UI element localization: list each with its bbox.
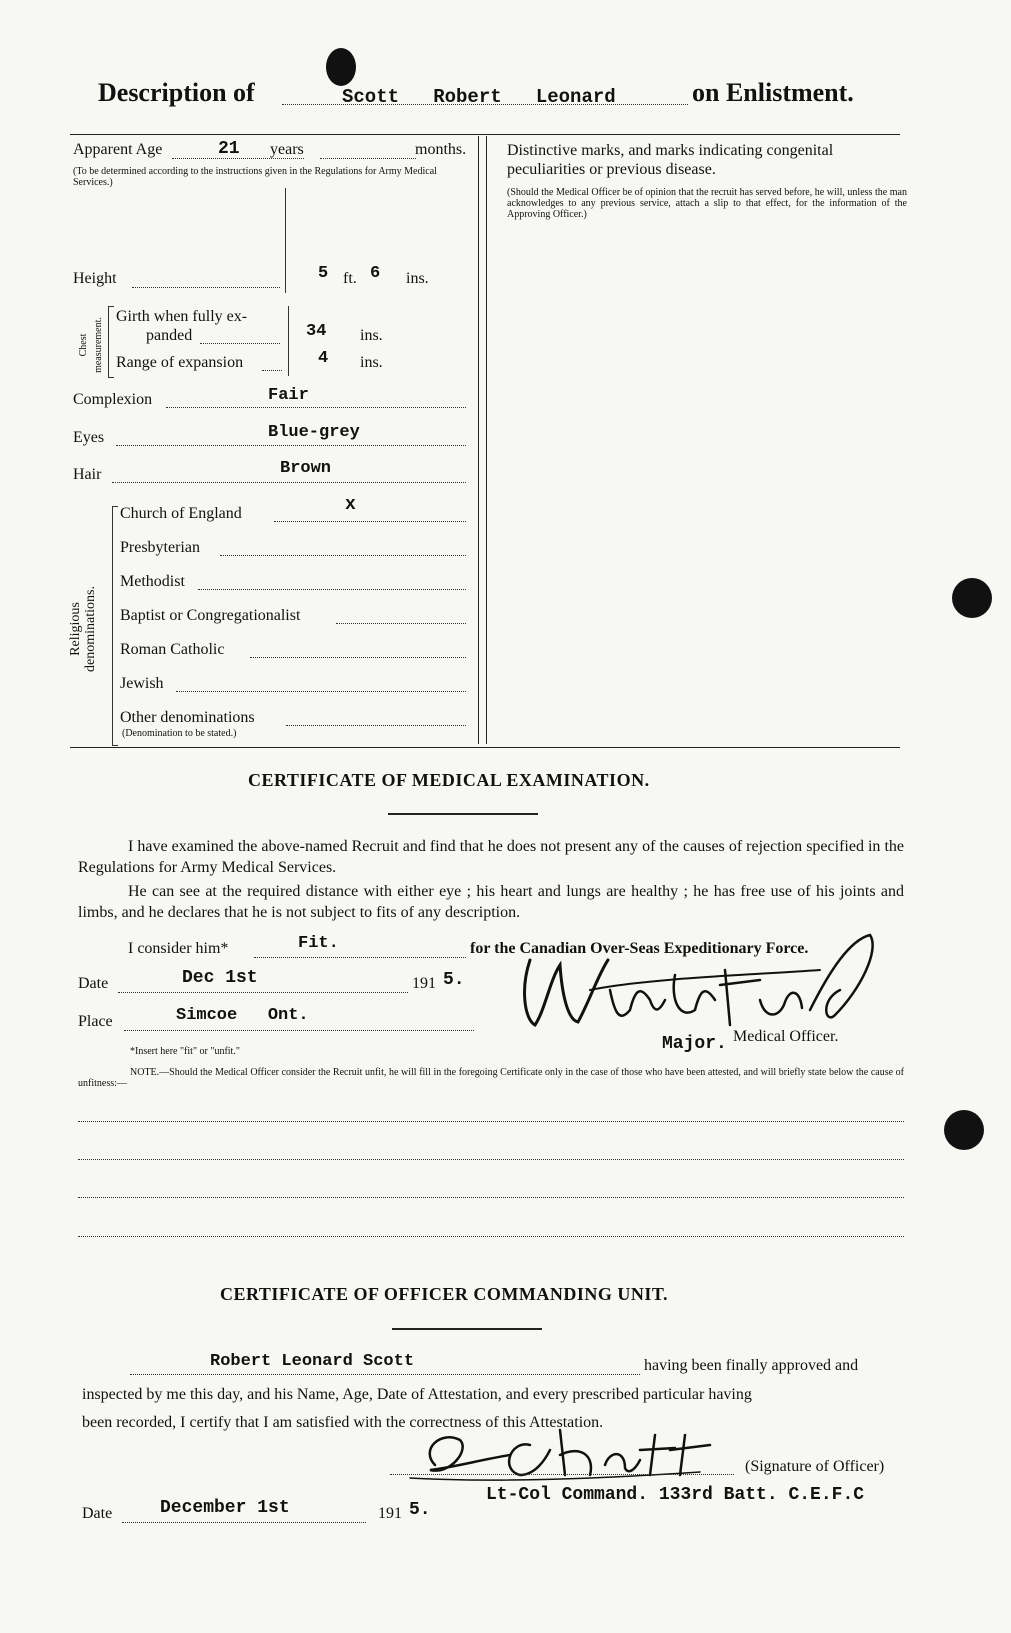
- girth-unit: ins.: [360, 327, 383, 344]
- commanding-date-dots: [122, 1522, 366, 1523]
- line3: been recorded, I certify that I am satisfied with the correctness of this Attestation.: [82, 1414, 604, 1431]
- chest-bracket: [108, 306, 114, 378]
- place-value: Simcoe Ont.: [176, 1006, 309, 1025]
- signature-label: (Signature of Officer): [745, 1458, 885, 1475]
- signature-dots: [390, 1474, 734, 1475]
- officer-title: Lt-Col Command. 133rd Batt. C.E.F.C: [486, 1485, 865, 1505]
- months-dots: [320, 158, 416, 159]
- place-label: Place: [78, 1013, 113, 1030]
- commanding-certificate-title: CERTIFICATE OF OFFICER COMMANDING UNIT.: [220, 1284, 669, 1304]
- binder-hole: [952, 578, 992, 618]
- medical-paragraph-2: He can see at the required distance with either eye ; his heart and lungs are healthy ; he has free use of his joints and limbs, and he declares that he is not subject to fits of any description.: [78, 883, 904, 921]
- fit-value: Fit.: [298, 934, 339, 953]
- apparent-age-label: Apparent Age: [73, 141, 163, 158]
- hair-value: Brown: [280, 459, 332, 478]
- column-divider: [478, 136, 479, 744]
- distinctive-marks-heading: Distinctive marks, and marks indicating congenital peculiarities or previous disease.: [507, 142, 834, 178]
- girth-label-1: Girth when fully ex-: [116, 308, 248, 325]
- consider-label: I consider him*: [128, 940, 229, 957]
- line2: inspected by me this day, and his Name, Age, Date of Attestation, and every prescribed particular having: [82, 1386, 752, 1403]
- ins-label: ins.: [406, 270, 429, 287]
- height-label: Height: [73, 270, 117, 287]
- range-value: 4: [318, 349, 329, 368]
- recruit-name: Scott Robert Leonard: [342, 86, 616, 108]
- medical-officer-label: Medical Officer.: [733, 1028, 839, 1045]
- complexion-dots: [166, 407, 466, 408]
- religion-dots: [220, 555, 466, 556]
- unfitness-line: [78, 1236, 904, 1237]
- age-value: 21: [218, 139, 240, 159]
- hair-dots: [112, 482, 466, 483]
- chest-values-bracket: [288, 306, 289, 376]
- religion-dots: [336, 623, 466, 624]
- medical-paragraph-1: I have examined the above-named Recruit and find that he does not present any of the causes of rejection specified in the Regulations for Army Medical Services.: [78, 838, 904, 876]
- complexion-label: Complexion: [73, 391, 153, 408]
- medical-certificate-title: CERTIFICATE OF MEDICAL EXAMINATION.: [248, 770, 650, 790]
- age-note: (To be determined according to the instructions given in the Regulations for Army Medical Services.): [73, 166, 437, 188]
- line1-suffix: having been finally approved and: [644, 1357, 859, 1374]
- unfitness-line: [78, 1121, 904, 1122]
- eyes-dots: [116, 445, 466, 446]
- denomination-note: (Denomination to be stated.): [122, 728, 237, 739]
- header-suffix: on Enlistment.: [692, 78, 854, 107]
- religion-side-label: Religious denominations.: [68, 586, 98, 672]
- religion-bracket: [112, 506, 118, 746]
- religion-dots: [250, 657, 466, 658]
- religion-other: Other denominations: [120, 709, 255, 726]
- range-label: Range of expansion: [116, 354, 244, 371]
- range-dots: [262, 370, 282, 371]
- years-label: years: [270, 141, 304, 158]
- title-underline: [388, 813, 538, 815]
- year-digit: 5.: [443, 970, 465, 990]
- height-in-value: 6: [370, 264, 381, 283]
- medical-officer-signature: [490, 930, 910, 1040]
- religion-presbyterian: Presbyterian: [120, 539, 200, 556]
- force-label: for the Canadian Over-Seas Expeditionary Force.: [470, 940, 809, 957]
- chest-side-label: Chest measurement.: [78, 317, 104, 373]
- insert-note: *Insert here "fit" or "unfit.": [130, 1046, 240, 1057]
- commanding-officer-signature: [400, 1420, 740, 1490]
- girth-value: 34: [306, 322, 327, 341]
- recruit-name-dots: [130, 1374, 640, 1375]
- height-ft-value: 5: [318, 264, 329, 283]
- commanding-year-digit: 5.: [409, 1500, 431, 1520]
- binder-hole: [944, 1110, 984, 1150]
- fit-dots: [254, 957, 466, 958]
- commanding-date-label: Date: [82, 1505, 113, 1522]
- date-label: Date: [78, 975, 109, 992]
- religion-baptist: Baptist or Congregationalist: [120, 607, 301, 624]
- religion-methodist: Methodist: [120, 573, 185, 590]
- religion-mark: x: [345, 495, 356, 515]
- ft-label: ft.: [343, 270, 357, 287]
- medical-officer-rank: Major.: [662, 1034, 727, 1054]
- girth-dots: [200, 343, 280, 344]
- months-label: months.: [415, 141, 467, 158]
- commanding-date-value: December 1st: [160, 1498, 290, 1518]
- commanding-year-prefix: 191: [378, 1505, 402, 1522]
- age-bracket: [285, 188, 286, 293]
- religion-dots: [274, 521, 466, 522]
- top-rule: [70, 134, 900, 135]
- date-dots: [118, 992, 408, 993]
- commanding-recruit-name: Robert Leonard Scott: [210, 1352, 415, 1371]
- eyes-label: Eyes: [73, 429, 105, 446]
- header-prefix: Description of: [98, 78, 255, 107]
- unfitness-line: [78, 1159, 904, 1160]
- religion-jewish: Jewish: [120, 675, 164, 692]
- title-underline: [392, 1328, 542, 1330]
- complexion-value: Fair: [268, 386, 309, 405]
- unfitness-line: [78, 1197, 904, 1198]
- religion-dots: [198, 589, 466, 590]
- range-unit: ins.: [360, 354, 383, 371]
- column-divider: [486, 136, 487, 744]
- eyes-value: Blue-grey: [268, 423, 360, 442]
- girth-label-2: panded: [146, 327, 193, 344]
- date-value: Dec 1st: [182, 968, 258, 988]
- religion-roman-catholic: Roman Catholic: [120, 641, 225, 658]
- year-prefix: 191: [412, 975, 436, 992]
- binder-hole: [326, 48, 356, 86]
- religion-dots: [286, 725, 466, 726]
- height-dots: [132, 287, 280, 288]
- section-rule: [70, 747, 900, 748]
- place-dots: [124, 1030, 474, 1031]
- religion-church-of-england: Church of England: [120, 505, 242, 522]
- distinctive-marks-note: (Should the Medical Officer be of opinion that the recruit has served before, he will, unless the man acknowledges to any previous service, attach a slip to that effect, for the information of the Approving Officer.): [507, 187, 907, 220]
- religion-dots: [176, 691, 466, 692]
- hair-label: Hair: [73, 466, 102, 483]
- unfit-note: NOTE.—Should the Medical Officer consider the Recruit unfit, he will fill in the foregoing Certificate only in the case of those who have been attested, and will briefly state below the cause of unfitness:—: [78, 1067, 904, 1089]
